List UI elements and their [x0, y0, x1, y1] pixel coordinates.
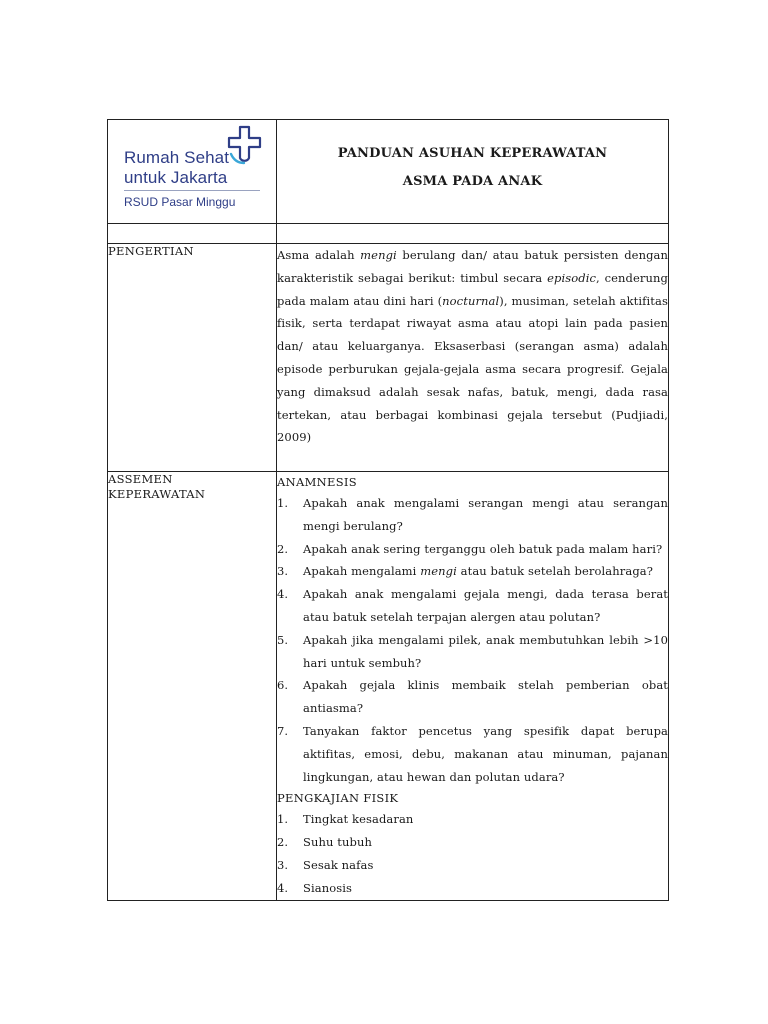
list-item: 4. Apakah anak mengalami gejala mengi, dada terasa berat atau batuk setelah terpajan alergen atau polutan? — [277, 587, 668, 624]
document-table — [107, 119, 669, 901]
list-item: 2. Suhu tubuh — [277, 835, 372, 850]
logo-divider — [124, 190, 260, 191]
anamnesis-list — [277, 492, 668, 788]
definition-row — [108, 244, 669, 472]
document-title: PANDUAN ASUHAN KEPERAWATAN — [337, 146, 608, 161]
list-item: 4. Sianosis — [277, 880, 353, 895]
list-item: 1. Tingkat kesadaran — [277, 812, 414, 827]
list-item: 2. Apakah anak sering terganggu oleh batuk pada malam hari? — [277, 541, 663, 556]
list-item: 3. Sesak nafas — [277, 857, 374, 872]
physical-exam-list — [277, 808, 668, 899]
hospital-logo — [108, 120, 276, 223]
definition-label: PENGERTIAN — [108, 244, 277, 472]
list-item: 3. Apakah mengalami mengi atau batuk setelah berolahraga? — [277, 564, 654, 579]
logo-subtitle: RSUD Pasar Minggu — [124, 195, 236, 209]
title-cell — [277, 120, 669, 224]
assessment-row — [108, 472, 669, 901]
logo-line1: Rumah Sehat — [124, 148, 230, 167]
assessment-content — [277, 472, 669, 901]
spacer-row — [108, 224, 669, 244]
logo-line2: untuk Jakarta — [124, 168, 228, 187]
list-item: 1. Apakah anak mengalami serangan mengi atau serangan mengi berulang? — [277, 496, 668, 533]
health-cross-icon — [226, 124, 266, 168]
definition-content — [277, 244, 669, 472]
assessment-label: ASSEMEN KEPERAWATAN — [108, 472, 277, 901]
definition-paragraph: Asma adalah mengi berulang dan/ atau batuk persisten dengan karakteristik sebagai berikut: timbul secara episodic, cenderung pada malam atau dini hari (nocturnal), musiman, setelah aktifitas fisik, serta terdapat riwayat asma atau atopi lain pada pasien dan/ atau keluarganya. Eksaserbasi (serangan asma) adalah episode perburukan gejala-gejala asma secara progresif. Gejala yang dimaksud adalah sesak nafas, batuk, mengi, dada rasa tertekan, atau berbagai kombinasi gejala tersebut (Pudjiadi, 2009) — [277, 248, 668, 445]
list-item: 5. Apakah jika mengalami pilek, anak membutuhkan lebih >10 hari untuk sembuh? — [277, 632, 668, 670]
physical-exam-heading: PENGKAJIAN FISIK — [277, 791, 399, 806]
document-subtitle: ASMA PADA ANAK — [402, 174, 543, 189]
list-item: 6. Apakah gejala klinis membaik stelah pemberian obat antiasma? — [277, 678, 668, 716]
anamnesis-heading: ANAMNESIS — [277, 475, 357, 489]
logo-cell — [108, 120, 277, 224]
list-item: 7. Tanyakan faktor pencetus yang spesifik dapat berupa aktifitas, emosi, debu, makanan atau minuman, pajanan lingkungan, atau hewan dan polutan udara? — [277, 723, 668, 784]
